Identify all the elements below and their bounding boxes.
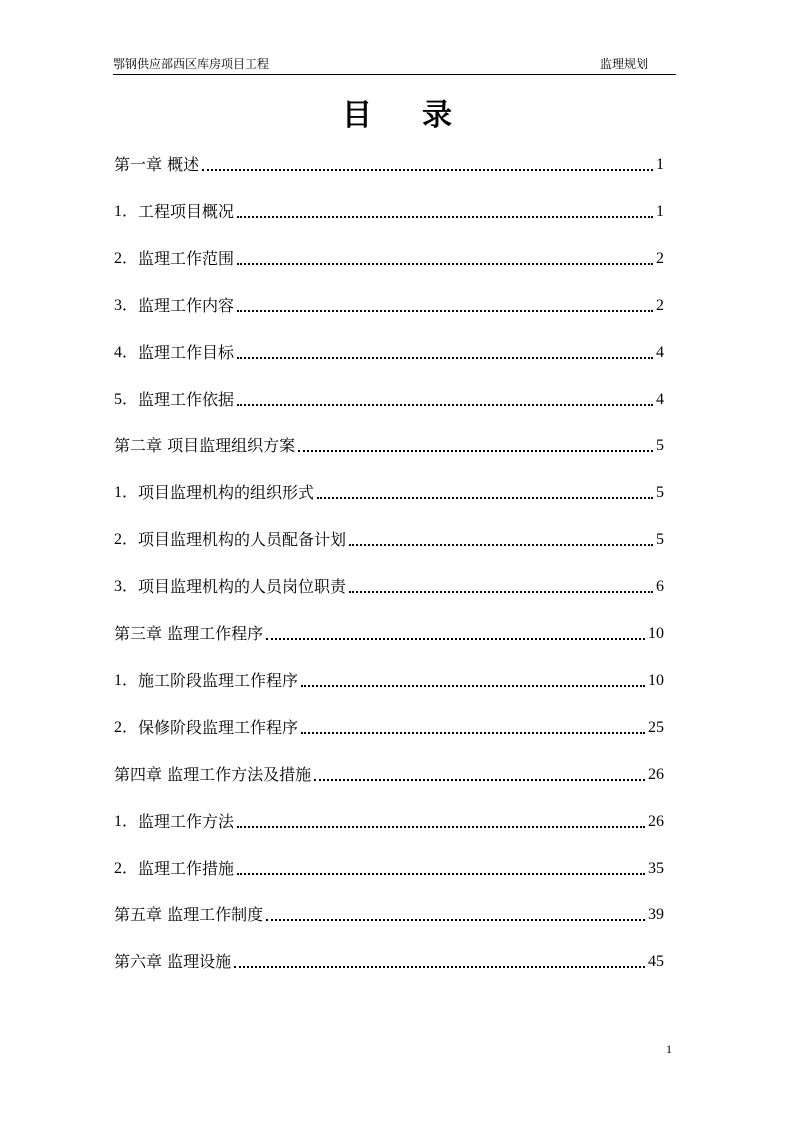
- toc-entry-title: 第三章 监理工作程序: [114, 624, 264, 643]
- toc-entry[interactable]: [114, 619, 664, 645]
- toc-dot-leader: [317, 496, 653, 499]
- toc-entry-title: 监理工作范围: [138, 248, 235, 268]
- toc-entry[interactable]: [114, 478, 664, 504]
- toc-entry[interactable]: [114, 525, 664, 551]
- toc-dot-leader: [349, 543, 653, 546]
- toc-entry[interactable]: [114, 713, 664, 739]
- toc-dot-leader: [237, 262, 653, 265]
- toc-entry[interactable]: [114, 338, 664, 364]
- toc-entry-title: 监理工作目标: [138, 342, 235, 362]
- toc-dot-leader: [237, 309, 653, 312]
- toc-entry-number: 3．: [114, 578, 139, 596]
- toc-entry-page: 5: [656, 437, 664, 455]
- toc-entry[interactable]: [114, 666, 664, 692]
- toc-entry-page: 1: [656, 202, 664, 220]
- toc-entry-page: 5: [656, 531, 664, 549]
- toc-dot-leader: [266, 637, 645, 640]
- toc-entry-title: 项目监理机构的人员岗位职责: [138, 577, 347, 597]
- toc-entry-title: 监理工作措施: [138, 858, 235, 878]
- toc-entry[interactable]: [114, 760, 664, 786]
- toc-entry-title: 监理工作内容: [138, 295, 235, 315]
- toc-dot-leader: [202, 168, 653, 171]
- header-project-name: 鄂钢供应部西区库房项目工程: [113, 57, 270, 71]
- toc-dot-leader: [234, 965, 645, 968]
- toc-entry[interactable]: [114, 431, 664, 457]
- toc-dot-leader: [237, 356, 653, 359]
- toc-dot-leader: [237, 825, 645, 828]
- toc-entry-number: 5．: [114, 390, 139, 408]
- toc-entry-number: 2．: [114, 531, 139, 549]
- toc-dot-leader: [237, 403, 653, 406]
- toc-entry-number: 1．: [114, 202, 139, 220]
- toc-entry[interactable]: [114, 854, 664, 880]
- toc-dot-leader: [237, 215, 653, 218]
- toc-entry-page: 4: [656, 343, 664, 361]
- toc-entry-page: 6: [656, 578, 664, 596]
- toc-entry-number: 1．: [114, 812, 139, 830]
- toc-entry-title: 保修阶段监理工作程序: [138, 717, 299, 737]
- toc-dot-leader: [314, 778, 645, 781]
- toc-entry-title: 第四章 监理工作方法及措施: [114, 764, 312, 784]
- toc-entry[interactable]: [114, 900, 664, 926]
- toc-entry-page: 4: [656, 390, 664, 408]
- toc-dot-leader: [349, 590, 653, 593]
- toc-entry-title: 第五章 监理工作制度: [114, 905, 264, 925]
- header-document-type: 监理规划: [599, 57, 648, 71]
- page-header: [113, 56, 676, 75]
- toc-entry[interactable]: [114, 572, 664, 598]
- toc-entry-page: 2: [656, 296, 664, 314]
- toc-entry[interactable]: [114, 291, 664, 317]
- toc-title-char-1: 目: [342, 98, 372, 133]
- toc-entry[interactable]: [114, 197, 664, 223]
- toc-title-char-2: 录: [422, 98, 452, 133]
- toc-dot-leader: [301, 731, 645, 734]
- toc-entry-title: 工程项目概况: [138, 201, 235, 221]
- footer-page-number: 1: [666, 1042, 672, 1056]
- toc-dot-leader: [237, 872, 645, 875]
- toc-entry-page: 26: [648, 765, 664, 783]
- toc-entry-page: 25: [648, 718, 664, 736]
- toc-entry-title: 项目监理机构的人员配备计划: [138, 530, 347, 550]
- toc-dot-leader: [298, 449, 653, 452]
- toc-entry[interactable]: [114, 385, 664, 411]
- toc-entry-page: 35: [648, 859, 664, 877]
- toc-entry-number: 4．: [114, 343, 139, 361]
- toc-entry-number: 2．: [114, 718, 139, 736]
- toc-entry-page: 26: [648, 812, 664, 830]
- toc-entry-title: 第六章 监理设施: [114, 952, 232, 972]
- toc-entry-page: 2: [656, 249, 664, 267]
- toc-dot-leader: [266, 918, 645, 921]
- toc-entry-number: 1．: [114, 484, 139, 502]
- toc-entry-title: 监理工作依据: [138, 389, 235, 409]
- toc-entry[interactable]: [114, 947, 664, 973]
- toc-entry-title: 施工阶段监理工作程序: [138, 670, 299, 690]
- toc-entry-page: 39: [648, 906, 664, 924]
- toc-entry-page: 45: [648, 953, 664, 971]
- toc-entry-title: 监理工作方法: [138, 811, 235, 831]
- toc-entry-number: 1．: [114, 671, 139, 689]
- toc-entry-number: 2．: [114, 859, 139, 877]
- toc-entry-page: 10: [648, 625, 664, 642]
- toc-entry[interactable]: [114, 150, 664, 176]
- toc-entry[interactable]: [114, 807, 664, 833]
- toc-entry[interactable]: [114, 244, 664, 270]
- toc-entry-page: 10: [648, 671, 664, 689]
- toc-entry-page: 1: [656, 156, 664, 173]
- toc-entry-number: 2．: [114, 249, 139, 267]
- toc-entry-page: 5: [656, 484, 664, 502]
- toc-title: [0, 96, 794, 136]
- toc-dot-leader: [301, 684, 645, 687]
- toc-entry-title: 第二章 项目监理组织方案: [114, 436, 296, 456]
- toc-entry-title: 第一章 概述: [114, 155, 200, 174]
- toc-entry-number: 3．: [114, 296, 139, 314]
- toc-entry-title: 项目监理机构的组织形式: [138, 483, 315, 503]
